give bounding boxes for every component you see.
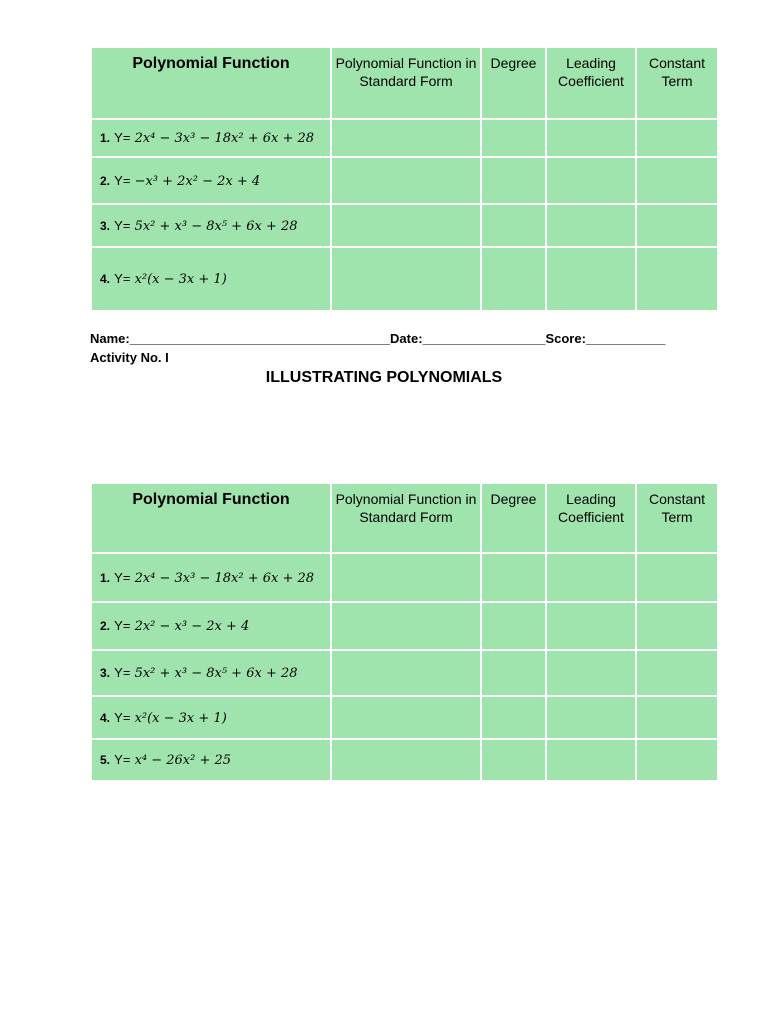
name-label: Name: (90, 331, 130, 346)
header-degree: Degree (481, 47, 546, 119)
y-equals: Y= (114, 618, 131, 633)
constant-term-cell[interactable] (636, 553, 718, 602)
leading-coefficient-cell[interactable] (546, 553, 636, 602)
y-equals: Y= (114, 752, 131, 767)
name-blank[interactable]: ____________________________________ (129, 331, 391, 346)
table-row (91, 739, 718, 781)
function-cell (91, 650, 331, 696)
y-equals: Y= (114, 569, 131, 585)
header-leading-coefficient: Leading Coefficient (546, 47, 636, 119)
polynomial-expression: x²(x − 3x + 1) (134, 710, 227, 726)
function-cell (91, 602, 331, 650)
standard-form-cell[interactable] (331, 650, 481, 696)
row-number: 4. (100, 272, 111, 286)
standard-form-cell[interactable] (331, 553, 481, 602)
table-header-row (91, 47, 718, 119)
standard-form-cell[interactable] (331, 739, 481, 781)
leading-coefficient-cell[interactable] (546, 650, 636, 696)
constant-term-cell[interactable] (636, 650, 718, 696)
table-row (91, 247, 718, 311)
y-equals: Y= (114, 217, 131, 233)
table-row (91, 696, 718, 739)
function-cell (91, 157, 331, 204)
polynomial-table-bottom (90, 482, 719, 782)
function-cell (91, 553, 331, 602)
row-number: 5. (100, 753, 111, 767)
leading-coefficient-cell[interactable] (546, 119, 636, 157)
header-standard-form: Polynomial Function in Standard Form (331, 47, 481, 119)
y-equals: Y= (114, 709, 131, 725)
table-header-row (91, 483, 718, 553)
polynomial-expression: 5x² + x³ − 8x⁵ + 6x + 28 (134, 666, 298, 681)
student-info-line (90, 331, 665, 346)
degree-cell[interactable] (481, 204, 546, 247)
degree-cell[interactable] (481, 602, 546, 650)
degree-cell[interactable] (481, 119, 546, 157)
standard-form-cell[interactable] (331, 119, 481, 157)
function-cell (91, 119, 331, 157)
degree-cell[interactable] (481, 247, 546, 311)
constant-term-cell[interactable] (636, 739, 718, 781)
header-constant-term: Constant Term (636, 483, 718, 553)
polynomial-expression: 2x⁴ − 3x³ − 18x² + 6x + 28 (134, 570, 315, 586)
constant-term-cell[interactable] (636, 157, 718, 204)
constant-term-cell[interactable] (636, 247, 718, 311)
polynomial-expression: −x³ + 2x² − 2x + 4 (134, 173, 261, 189)
y-equals: Y= (114, 665, 131, 680)
function-cell (91, 739, 331, 781)
row-number: 1. (100, 131, 111, 145)
row-number: 4. (100, 710, 111, 725)
header-standard-form: Polynomial Function in Standard Form (331, 483, 481, 553)
standard-form-cell[interactable] (331, 247, 481, 311)
degree-cell[interactable] (481, 696, 546, 739)
activity-number: Activity No. I (90, 350, 169, 365)
date-blank[interactable]: _________________ (422, 331, 546, 346)
standard-form-cell[interactable] (331, 696, 481, 739)
row-number: 3. (100, 666, 111, 680)
header-polynomial-function: Polynomial Function (91, 483, 331, 553)
degree-cell[interactable] (481, 650, 546, 696)
worksheet-title: ILLUSTRATING POLYNOMIALS (265, 369, 503, 386)
constant-term-cell[interactable] (636, 204, 718, 247)
polynomial-expression: 5x² + x³ − 8x⁵ + 6x + 28 (134, 218, 298, 234)
constant-term-cell[interactable] (636, 119, 718, 157)
table-row (91, 204, 718, 247)
header-constant-term: Constant Term (636, 47, 718, 119)
leading-coefficient-cell[interactable] (546, 602, 636, 650)
degree-cell[interactable] (481, 553, 546, 602)
standard-form-cell[interactable] (331, 204, 481, 247)
table-row (91, 650, 718, 696)
row-number: 2. (100, 619, 111, 633)
header-polynomial-function: Polynomial Function (91, 47, 331, 119)
function-cell (91, 247, 331, 311)
degree-cell[interactable] (481, 157, 546, 204)
leading-coefficient-cell[interactable] (546, 204, 636, 247)
leading-coefficient-cell[interactable] (546, 696, 636, 739)
y-equals: Y= (114, 172, 131, 188)
header-degree: Degree (481, 483, 546, 553)
constant-term-cell[interactable] (636, 696, 718, 739)
table-row (91, 157, 718, 204)
y-equals: Y= (114, 271, 131, 286)
row-number: 1. (100, 570, 111, 585)
leading-coefficient-cell[interactable] (546, 157, 636, 204)
polynomial-expression: 2x² − x³ − 2x + 4 (134, 619, 250, 634)
standard-form-cell[interactable] (331, 602, 481, 650)
score-blank[interactable]: ___________ (585, 331, 666, 346)
function-cell (91, 696, 331, 739)
standard-form-cell[interactable] (331, 157, 481, 204)
polynomial-expression: x²(x − 3x + 1) (134, 272, 227, 287)
leading-coefficient-cell[interactable] (546, 247, 636, 311)
leading-coefficient-cell[interactable] (546, 739, 636, 781)
constant-term-cell[interactable] (636, 602, 718, 650)
polynomial-expression: 2x⁴ − 3x³ − 18x² + 6x + 28 (134, 131, 315, 146)
polynomial-expression: x⁴ − 26x² + 25 (134, 753, 232, 768)
row-number: 2. (100, 173, 111, 188)
table-row (91, 119, 718, 157)
date-label: Date: (390, 331, 423, 346)
polynomial-table-top (90, 46, 719, 312)
header-leading-coefficient: Leading Coefficient (546, 483, 636, 553)
y-equals: Y= (114, 130, 131, 145)
row-number: 3. (100, 218, 111, 233)
function-cell (91, 204, 331, 247)
degree-cell[interactable] (481, 739, 546, 781)
table-row (91, 602, 718, 650)
score-label: Score: (545, 331, 586, 346)
table-row (91, 553, 718, 602)
